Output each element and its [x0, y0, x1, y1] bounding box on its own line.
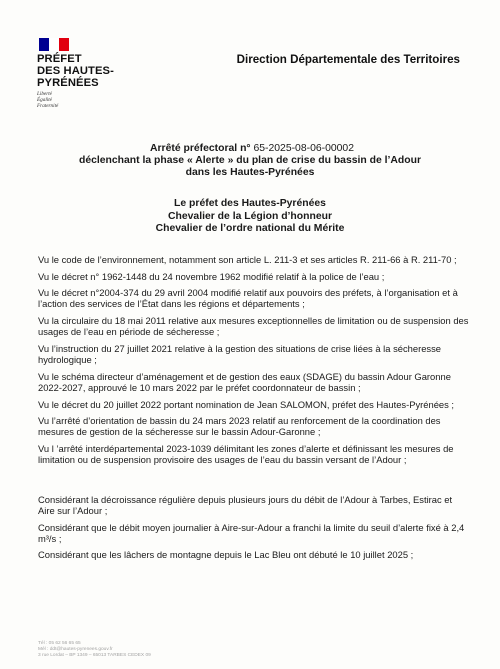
visa-item: Vu la circulaire du 18 mai 2011 relative aux mesures exceptionnelles de limitation ou de suspension des usages de l’eau en période de sécheresse ;: [38, 315, 469, 338]
prefect-title: Le préfet des Hautes-Pyrénées: [174, 198, 326, 209]
footer-phone: Tél : 05 62 56 65 65: [38, 641, 81, 646]
flag-red: [59, 38, 69, 51]
visa-item: Vu le décret du 20 juillet 2022 portant nomination de Jean SALOMON, préfet des Hautes-Pyrénées ;: [38, 398, 455, 410]
decree-number: 65-2025-08-06-00002: [253, 143, 354, 154]
prefect-block: [0, 198, 500, 236]
direction-heading: Direction Départementale des Territoires: [236, 53, 460, 66]
decree-scope: dans les Hautes-Pyrénées: [185, 167, 315, 178]
visa-item: Vu le décret n° 1962-1448 du 24 novembre 1962 modifié relatif à la police de l’eau ;: [38, 270, 385, 282]
visa-item: Vu l’arrêté d’orientation de bassin du 24 mars 2023 relatif au renforcement de la coordination des mesures de gestion de la sécheresse sur le bassin Adour-Garonne ;: [38, 415, 441, 438]
logo-wordmark: PRÉFET DES HAUTES- PYRÉNÉES: [37, 53, 114, 89]
prefect-honor-1: Chevalier de la Légion d’honneur: [168, 210, 332, 222]
flag-icon: [39, 38, 69, 51]
considerant-item: Considérant que le débit moyen journalier à Aire-sur-Adour a franchi la limite du seuil d’alerte fixé à 2,4 m³/s ;: [38, 521, 465, 544]
visa-item: Vu le schéma directeur d’aménagement et de gestion des eaux (SDAGE) du bassin Adour Garonne 2022-2027, approuvé le 10 mars 2022 par le préfet coordonnateur de bassin ;: [38, 370, 451, 393]
document-body: [38, 254, 470, 566]
prefect-honor-2: Chevalier de l’ordre national du Mérite: [155, 223, 345, 235]
visa-item: Vu l’instruction du 27 juillet 2021 relative à la gestion des situations de crise liées à la sécheresse hydrologique ;: [38, 342, 442, 366]
decree-subject: déclenchant la phase « Alerte » du plan de crise du bassin de l’Adour: [78, 155, 422, 166]
flag-blue: [39, 38, 49, 51]
footer-address: 3 rue Lordat – BP 1349 – 65013 TARBES CEDEX 09: [38, 652, 151, 658]
flag-white: [49, 38, 59, 51]
decree-number-line: [2, 143, 500, 155]
visa-item: Vu l ’arrêté interdépartemental 2023-1039 délimitant les zones d’alerte et définissant les mesures de limitation ou de suspension provisoire des usages de l’eau du bassin versant de l’Adour ;: [38, 442, 454, 466]
contact-footer: [38, 641, 151, 658]
footer-email: Mél : ddt@hautes-pyrenees.gouv.fr: [38, 646, 113, 652]
decree-title: [0, 143, 500, 179]
decree-prefix: Arrêté préfectoral n°: [149, 143, 251, 154]
visa-item: Vu le code de l’environnement, notamment son article L. 211-3 et ses articles R. 211-66 à R. 211-70 ;: [38, 254, 457, 265]
considerant-item: Considérant la décroissance régulière depuis plusieurs jours du débit de l’Adour à Tarbes, Estirac et Aire sur l’Adour ;: [38, 493, 453, 516]
section-gap: [38, 471, 470, 494]
visa-item: Vu le décret n°2004-374 du 29 avril 2004 modifié relatif aux pouvoirs des préfets, à l’organisation et à l’action des services de l’État dans les régions et départements ;: [38, 287, 458, 310]
considerant-item: Considérant que les lâchers de montagne depuis le Lac Bleu ont débuté le 10 juillet 2025 ;: [38, 549, 414, 561]
republic-motto: Liberté Égalité Fraternité: [37, 91, 59, 109]
prefecture-logo: [37, 38, 147, 110]
